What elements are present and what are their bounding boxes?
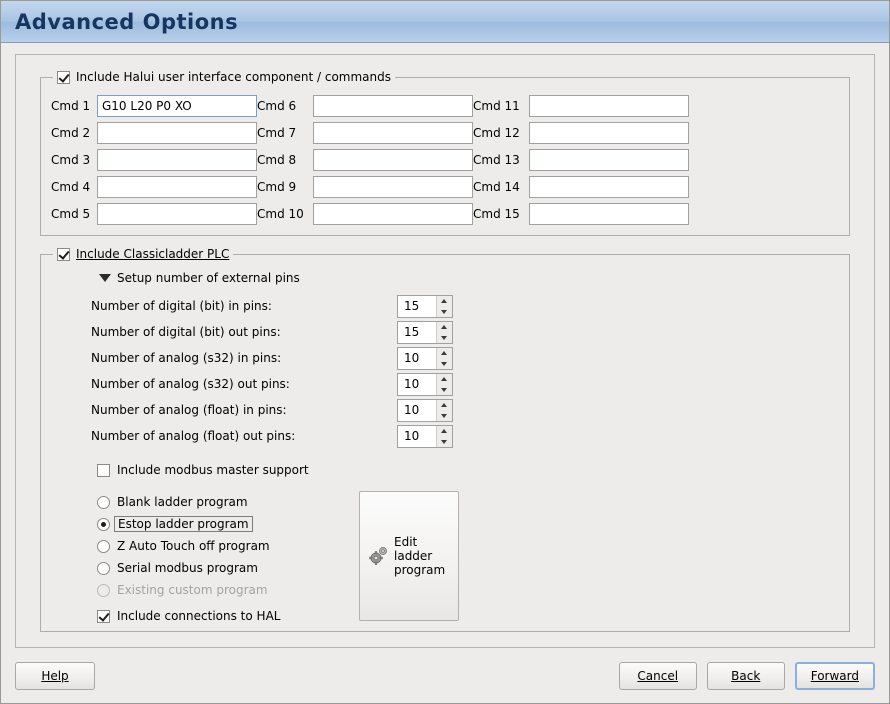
radio-icon[interactable]	[97, 518, 110, 531]
cmd-input-3[interactable]	[97, 149, 257, 171]
stepper-up-icon[interactable]	[437, 296, 452, 307]
stepper-down-icon[interactable]	[437, 358, 452, 369]
stepper-value: 15	[404, 298, 420, 313]
cmd-label: Cmd 14	[473, 179, 520, 194]
classicladder-checkbox-label: Include Classicladder PLC	[76, 247, 230, 261]
halui-legend	[53, 70, 395, 84]
cmd-input-5[interactable]	[97, 203, 257, 225]
cmd-input-15[interactable]	[529, 203, 689, 225]
radio-icon[interactable]	[97, 496, 110, 509]
radio-icon[interactable]	[97, 540, 110, 553]
stepper-value: 10	[404, 428, 420, 443]
stepper-down-icon[interactable]	[437, 306, 452, 317]
radio-label: Z Auto Touch off program	[117, 539, 270, 553]
digital-bit-out-pins-stepper[interactable]	[397, 321, 453, 344]
stepper-value: 10	[404, 402, 420, 417]
digital-bit-in-pins-stepper[interactable]	[397, 295, 453, 318]
cmd-label: Cmd 12	[473, 125, 520, 140]
pin-row-analog-s32-in	[91, 345, 841, 371]
cmd-label: Cmd 6	[257, 98, 297, 113]
edit-ladder-program-label: Edit ladder program	[394, 535, 446, 577]
cmd-label: Cmd 1	[51, 98, 91, 113]
pin-row-analog-float-in	[91, 397, 841, 423]
cmd-input-14[interactable]	[529, 176, 689, 198]
analog-float-in-pins-stepper[interactable]	[397, 399, 453, 422]
cmd-label: Cmd 8	[257, 152, 297, 167]
cmd-input-10[interactable]	[313, 203, 473, 225]
radio-icon	[97, 584, 110, 597]
cmd-label: Cmd 10	[257, 206, 304, 221]
content-frame	[15, 54, 875, 648]
pin-row-digital-out	[91, 319, 841, 345]
stepper-arrows[interactable]	[436, 296, 452, 317]
hal-connections-row[interactable]	[97, 605, 359, 627]
radio-estop-ladder-program[interactable]	[97, 513, 359, 535]
cmd-label: Cmd 5	[51, 206, 91, 221]
radio-serial-modbus-program[interactable]	[97, 557, 359, 579]
stepper-down-icon[interactable]	[437, 332, 452, 343]
cmd-input-9[interactable]	[313, 176, 473, 198]
radio-label: Blank ladder program	[117, 495, 248, 509]
analog-s32-out-pins-stepper[interactable]	[397, 373, 453, 396]
cmd-input-7[interactable]	[313, 122, 473, 144]
cmd-label: Cmd 7	[257, 125, 297, 140]
cmd-label: Cmd 11	[473, 98, 520, 113]
cmd-input-8[interactable]	[313, 149, 473, 171]
stepper-value: 10	[404, 376, 420, 391]
radio-icon[interactable]	[97, 562, 110, 575]
stepper-arrows[interactable]	[436, 348, 452, 369]
edit-ladder-button-content	[368, 535, 450, 577]
pin-label: Number of digital (bit) in pins:	[91, 299, 272, 313]
stepper-up-icon[interactable]	[437, 426, 452, 437]
forward-button[interactable]	[795, 662, 875, 690]
hal-connections-checkbox[interactable]	[97, 610, 110, 623]
radio-existing-custom-program	[97, 579, 359, 601]
halui-checkbox[interactable]	[57, 71, 70, 84]
stepper-up-icon[interactable]	[437, 400, 452, 411]
pin-row-digital-in	[91, 293, 841, 319]
stepper-arrows[interactable]	[436, 374, 452, 395]
back-button-label: Back	[731, 668, 761, 683]
pin-label: Number of analog (float) in pins:	[91, 403, 287, 417]
forward-button-label: Forward	[810, 668, 859, 683]
cmd-label: Cmd 9	[257, 179, 297, 194]
edit-ladder-program-button[interactable]	[359, 491, 459, 621]
modbus-master-checkbox[interactable]	[97, 464, 110, 477]
stepper-arrows[interactable]	[436, 426, 452, 447]
stepper-value: 15	[404, 324, 420, 339]
radio-blank-ladder-program[interactable]	[97, 491, 359, 513]
stepper-value: 10	[404, 350, 420, 365]
pin-row-analog-s32-out	[91, 371, 841, 397]
stepper-down-icon[interactable]	[437, 410, 452, 421]
help-button[interactable]	[15, 662, 95, 690]
cmd-label: Cmd 4	[51, 179, 91, 194]
pin-label: Number of analog (s32) in pins:	[91, 351, 282, 365]
pin-label: Number of analog (s32) out pins:	[91, 377, 290, 391]
cmd-label: Cmd 2	[51, 125, 91, 140]
ladder-program-area	[97, 491, 841, 627]
radio-label: Existing custom program	[117, 583, 268, 597]
window-titlebar	[1, 1, 889, 43]
pin-label: Number of analog (float) out pins:	[91, 429, 296, 443]
radio-z-auto-touch-off-program[interactable]	[97, 535, 359, 557]
cmd-input-11[interactable]	[529, 95, 689, 117]
cmd-input-6[interactable]	[313, 95, 473, 117]
radio-label: Estop ladder program	[114, 516, 253, 532]
pin-label: Number of digital (bit) out pins:	[91, 325, 281, 339]
halui-group	[40, 70, 850, 236]
radio-label: Serial modbus program	[117, 561, 258, 575]
back-button[interactable]	[707, 662, 785, 690]
stepper-down-icon[interactable]	[437, 384, 452, 395]
classicladder-legend	[53, 247, 233, 261]
chevron-down-icon	[99, 274, 111, 282]
cmd-label: Cmd 13	[473, 152, 520, 167]
modbus-master-label: Include modbus master support	[117, 463, 309, 477]
external-pins-expander-label: Setup number of external pins	[117, 271, 300, 285]
classicladder-group	[40, 247, 850, 632]
halui-checkbox-label: Include Halui user interface component / commands	[76, 70, 391, 84]
stepper-arrows[interactable]	[436, 400, 452, 421]
pin-row-analog-float-out	[91, 423, 841, 449]
gear-icon	[368, 545, 390, 567]
stepper-up-icon[interactable]	[437, 348, 452, 359]
classicladder-checkbox[interactable]	[57, 248, 70, 261]
halui-command-grid	[49, 90, 841, 227]
external-pins-expander[interactable]	[99, 271, 841, 285]
page-title: Advanced Options	[15, 9, 239, 34]
cmd-input-1[interactable]	[97, 95, 257, 117]
cmd-label: Cmd 15	[473, 206, 520, 221]
analog-float-out-pins-stepper[interactable]	[397, 425, 453, 448]
stepper-up-icon[interactable]	[437, 374, 452, 385]
ladder-program-radio-group	[97, 491, 359, 627]
cmd-input-4[interactable]	[97, 176, 257, 198]
stepper-down-icon[interactable]	[437, 436, 452, 447]
stepper-up-icon[interactable]	[437, 322, 452, 333]
dialog-content	[1, 44, 889, 648]
cmd-input-12[interactable]	[529, 122, 689, 144]
stepper-arrows[interactable]	[436, 322, 452, 343]
cmd-input-13[interactable]	[529, 149, 689, 171]
help-button-label: Help	[41, 668, 69, 683]
hal-connections-label: Include connections to HAL	[117, 609, 281, 623]
cmd-label: Cmd 3	[51, 152, 91, 167]
cmd-input-2[interactable]	[97, 122, 257, 144]
analog-s32-in-pins-stepper[interactable]	[397, 347, 453, 370]
cancel-button[interactable]	[619, 662, 697, 690]
dialog-footer	[1, 648, 889, 703]
cancel-button-label: Cancel	[637, 668, 679, 683]
modbus-master-row[interactable]	[97, 463, 841, 477]
